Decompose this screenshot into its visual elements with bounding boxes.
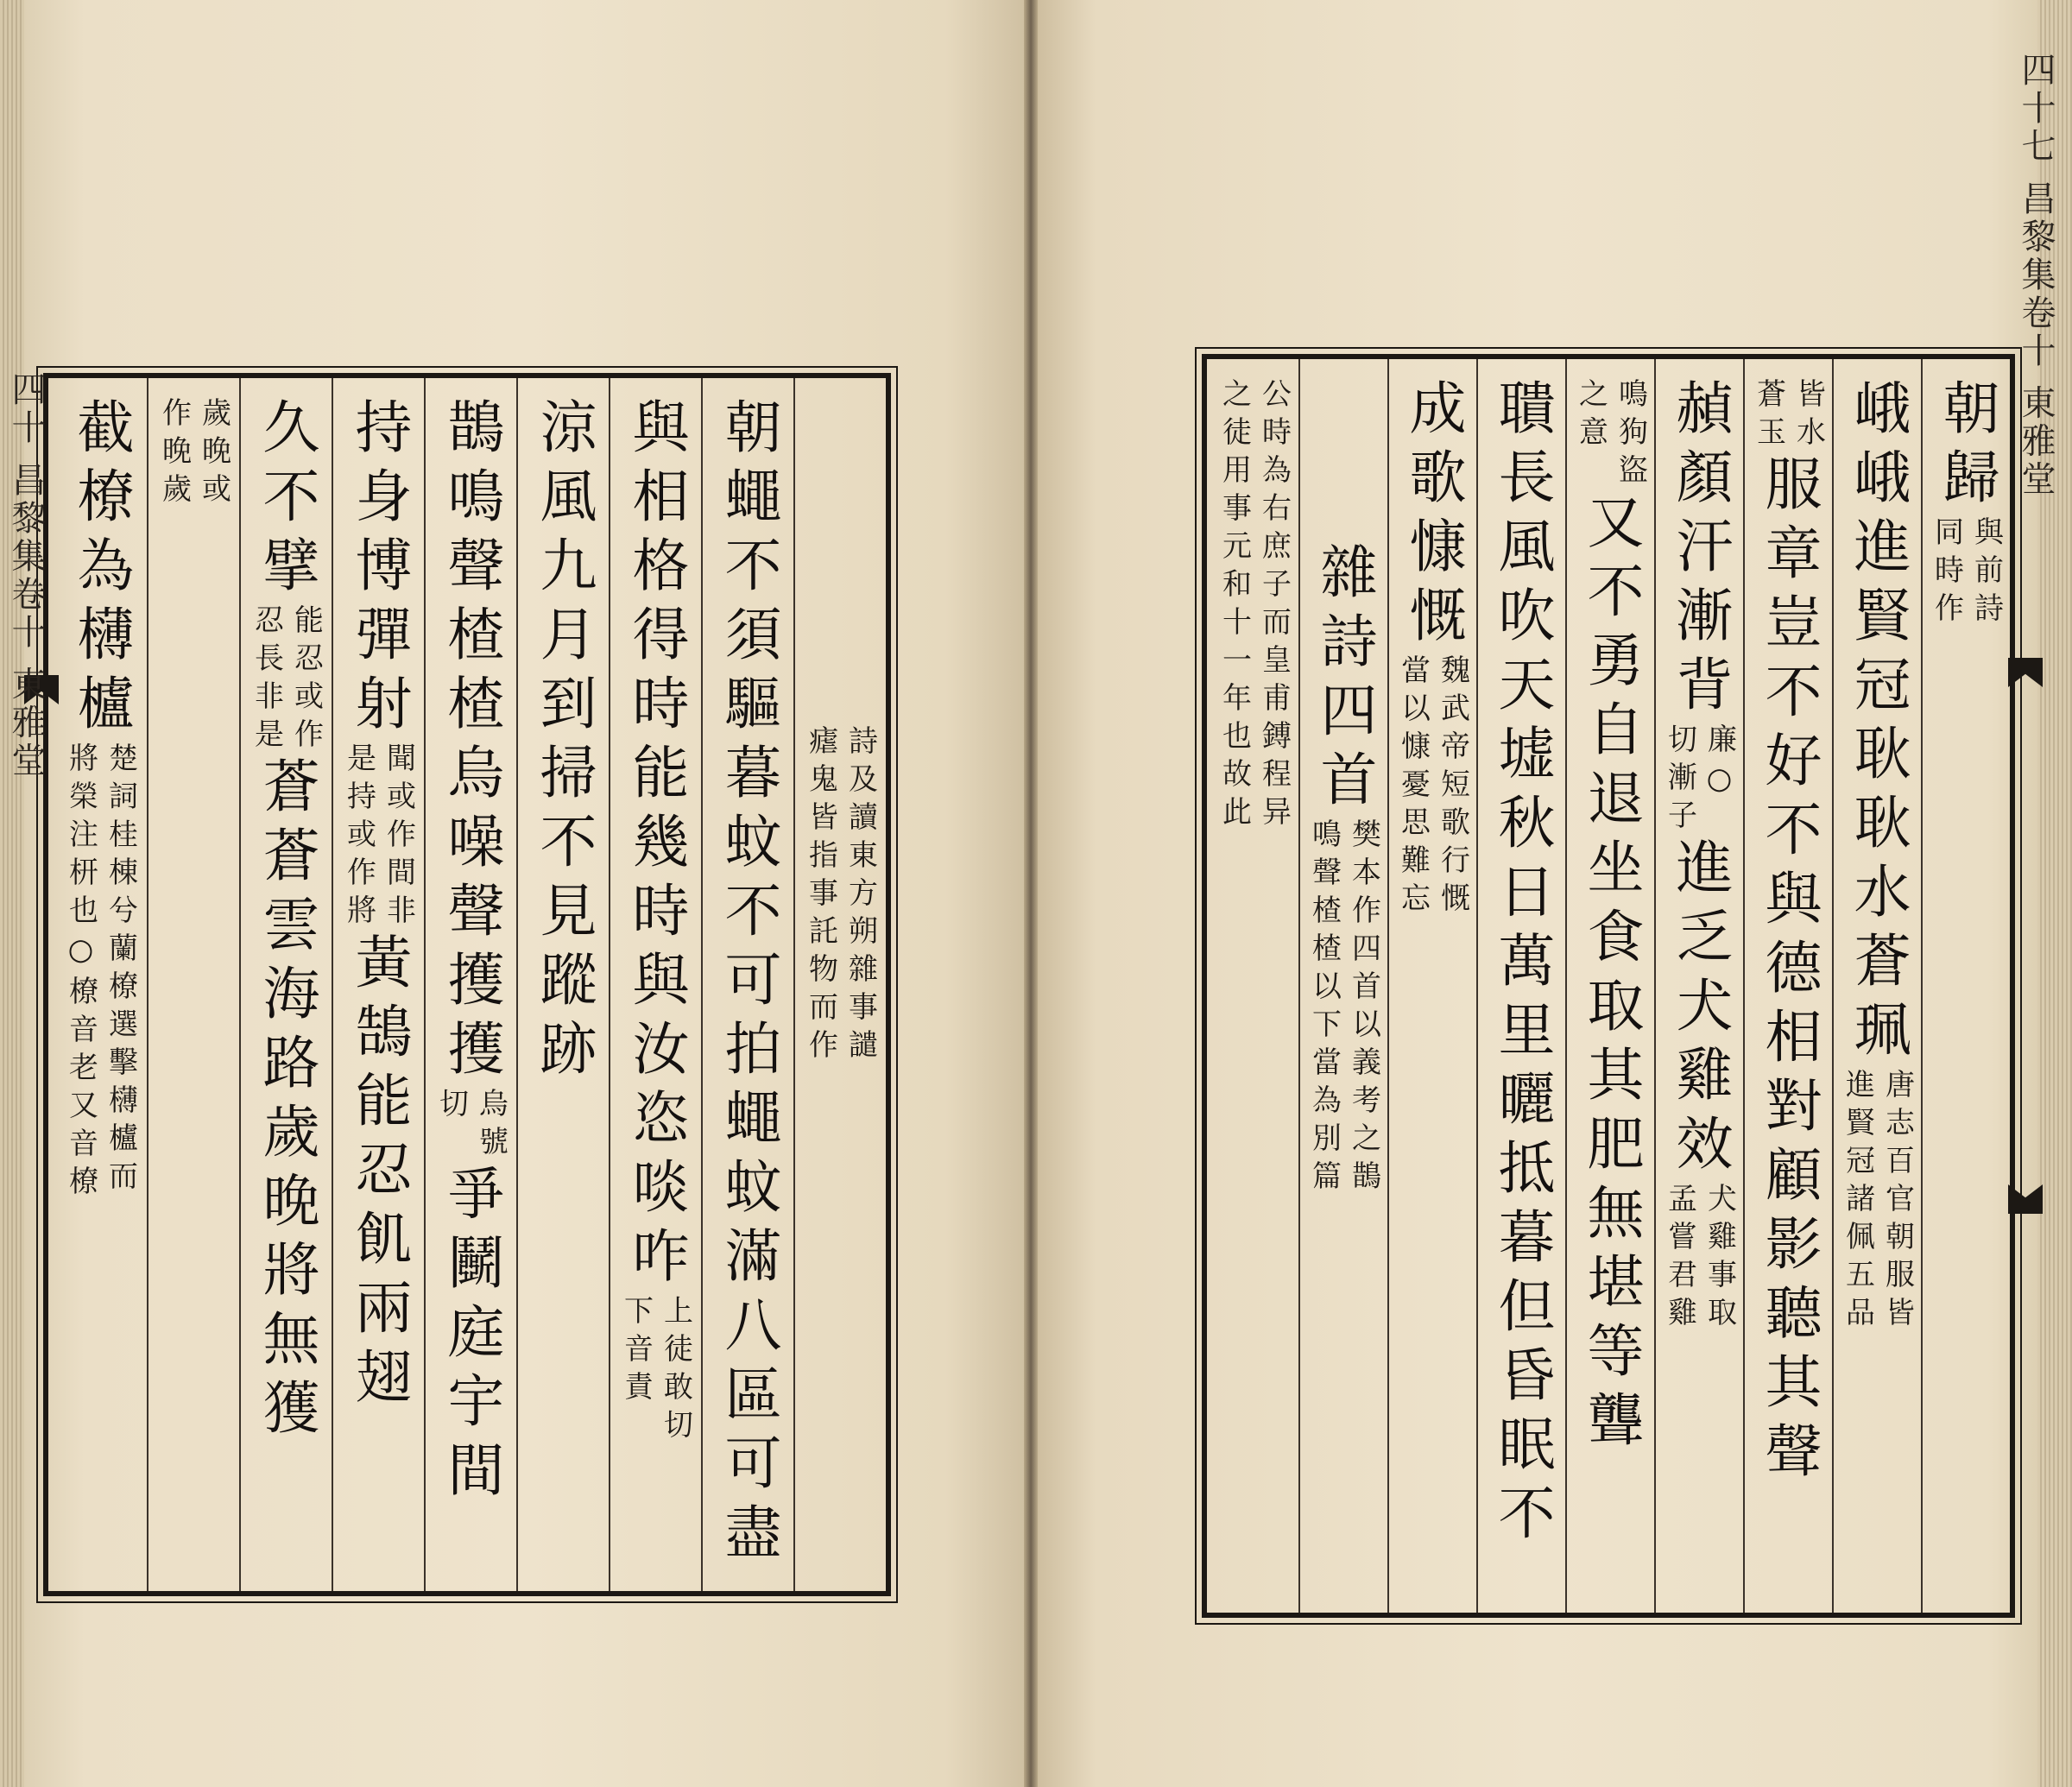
right-text-frame	[1202, 354, 2015, 1618]
commentary-note-group	[1661, 1183, 1739, 1335]
main-text: 持身博彈射	[345, 397, 412, 742]
commentary-note: 能忍或作	[288, 604, 324, 756]
column-content	[1925, 378, 2007, 630]
commentary-note: 歲晚或	[196, 397, 231, 511]
text-column	[609, 378, 701, 1591]
text-column	[1476, 359, 1565, 1613]
text-column	[1210, 359, 1298, 1613]
commentary-note: 下音責	[618, 1295, 654, 1409]
commentary-note: 鳴狗盜	[1613, 378, 1648, 492]
text-column	[1832, 359, 1921, 1613]
commentary-note: 烏號	[473, 1088, 509, 1164]
commentary-note: 公時為右庶子而皇甫鎛程异	[1256, 378, 1292, 834]
text-column	[1921, 359, 2010, 1613]
text-column	[332, 378, 424, 1591]
column-content	[707, 397, 789, 1571]
commentary-note-group	[248, 604, 325, 756]
commentary-note-group	[1216, 378, 1293, 834]
commentary-note: 之徒用事元和十一年也故此	[1216, 378, 1252, 834]
column-content	[1216, 378, 1293, 834]
commentary-note: 孟嘗君雞	[1662, 1183, 1697, 1335]
column-content	[1303, 542, 1385, 1198]
main-text: 久不擘	[253, 397, 319, 604]
main-text: 黃鵠能忍飢兩翅	[345, 932, 412, 1416]
commentary-note: 同時作	[1929, 516, 1964, 630]
left-text-frame	[43, 373, 891, 1596]
commentary-note-group	[1305, 818, 1383, 1198]
commentary-note: 將榮注枅也○橑音老又音橑	[63, 742, 98, 1203]
commentary-note-group	[1394, 654, 1472, 920]
commentary-note: 是持或作將	[341, 742, 376, 932]
commentary-note: 犬雞事取	[1702, 1183, 1737, 1335]
commentary-note-group	[1572, 378, 1650, 492]
column-content	[155, 397, 233, 511]
commentary-note: 魏武帝短歌行慨	[1435, 654, 1470, 920]
text-column	[147, 378, 239, 1591]
commentary-note: 切漸子	[1662, 723, 1697, 837]
commentary-note-group	[1928, 516, 2006, 630]
column-content	[60, 397, 142, 1203]
column-content	[1481, 378, 1563, 1552]
column-content	[1747, 378, 1829, 1490]
commentary-note: 作晚歲	[156, 397, 192, 511]
commentary-note-group	[433, 1088, 510, 1164]
commentary-note: 唐志百官朝服皆	[1879, 1069, 1915, 1335]
commentary-note-group	[1661, 723, 1739, 837]
text-column	[1743, 359, 1832, 1613]
main-text: 與相格得時能幾時與汝恣啖咋	[622, 397, 689, 1295]
main-text: 爭鬭庭宇間	[438, 1164, 504, 1509]
block-heart-text: 四十七 昌黎集卷十 東雅堂	[2016, 52, 2056, 499]
main-text: 赬顏汗漸背	[1666, 378, 1733, 723]
main-text: 朝蠅不須驅暮蚊不可拍蠅蚊滿八區可盡	[715, 397, 781, 1571]
commentary-note: 楚詞桂棟兮蘭橑選擊欂櫨而	[103, 742, 138, 1198]
column-content	[245, 397, 327, 1447]
text-column	[793, 378, 886, 1591]
column-content	[338, 397, 420, 1416]
text-column	[424, 378, 516, 1591]
main-text: 鵲鳴聲楂楂烏噪聲擭擭	[438, 397, 504, 1088]
column-content	[1836, 378, 1918, 1335]
main-text: 服章豈不好不與德相對顧影聽其聲	[1755, 454, 1822, 1490]
column-content	[1658, 378, 1740, 1335]
main-text: 朝歸	[1933, 378, 1999, 516]
commentary-note-group	[62, 742, 140, 1203]
commentary-note: 瘧鬼皆指事託物而作	[803, 725, 838, 1067]
main-text: 聵長風吹天墟秋日萬里曬抵暮但昏眠不	[1488, 378, 1555, 1552]
text-column	[1565, 359, 1654, 1613]
text-column	[1298, 359, 1387, 1613]
column-content	[802, 725, 880, 1067]
text-column	[1387, 359, 1476, 1613]
commentary-note: 與前詩	[1968, 516, 2004, 630]
main-text: 蒼蒼雲海路歲晚將無獲	[253, 756, 319, 1447]
column-content	[1570, 378, 1652, 1459]
commentary-note: 忍長非是	[249, 604, 284, 756]
commentary-note: 廉○	[1702, 723, 1737, 805]
commentary-note: 之意	[1573, 378, 1608, 454]
commentary-note: 樊本作四首以義考之鵲	[1346, 818, 1381, 1198]
main-text: 又不勇自退坐食取其肥無堪等聾	[1577, 492, 1644, 1459]
commentary-note: 當以慷憂思難忘	[1395, 654, 1431, 920]
text-column	[516, 378, 609, 1591]
commentary-note-group	[1839, 1069, 1917, 1335]
commentary-note-group	[155, 397, 233, 511]
commentary-note-group	[617, 1295, 695, 1447]
commentary-note-group	[340, 742, 418, 932]
text-column	[1654, 359, 1743, 1613]
commentary-note: 聞或作間非	[381, 742, 416, 932]
column-content	[1392, 378, 1474, 920]
commentary-note: 蒼玉	[1751, 378, 1786, 454]
commentary-note: 切	[433, 1088, 469, 1126]
text-column	[239, 378, 332, 1591]
column-content	[430, 397, 512, 1509]
commentary-note-group	[1750, 378, 1828, 454]
column-content	[522, 397, 604, 1088]
main-text: 成歌慷慨	[1399, 378, 1466, 654]
main-text: 進乏犬雞效	[1666, 837, 1733, 1183]
column-content	[615, 397, 697, 1447]
block-heart-text: 四十 昌黎集卷十 東雅堂	[6, 371, 46, 780]
main-text: 涼風九月到掃不見蹤跡	[530, 397, 597, 1088]
main-text: 峨峨進賢冠耿耿水蒼珮	[1844, 378, 1911, 1069]
commentary-note: 皆水	[1791, 378, 1826, 454]
main-text: 截橑為欂櫨	[67, 397, 134, 742]
commentary-note: 上徒敢切	[658, 1295, 693, 1447]
commentary-note: 鳴聲楂楂以下當為別篇	[1306, 818, 1342, 1198]
book-gutter	[1024, 0, 1038, 1787]
poem-title: 雜詩四首	[1311, 542, 1377, 818]
commentary-note-group	[802, 725, 880, 1067]
text-column	[54, 378, 147, 1591]
commentary-note: 詩及讀東方朔雜事譴	[843, 725, 878, 1067]
text-column	[701, 378, 793, 1591]
commentary-note: 進賢冠諸佩五品	[1840, 1069, 1875, 1335]
